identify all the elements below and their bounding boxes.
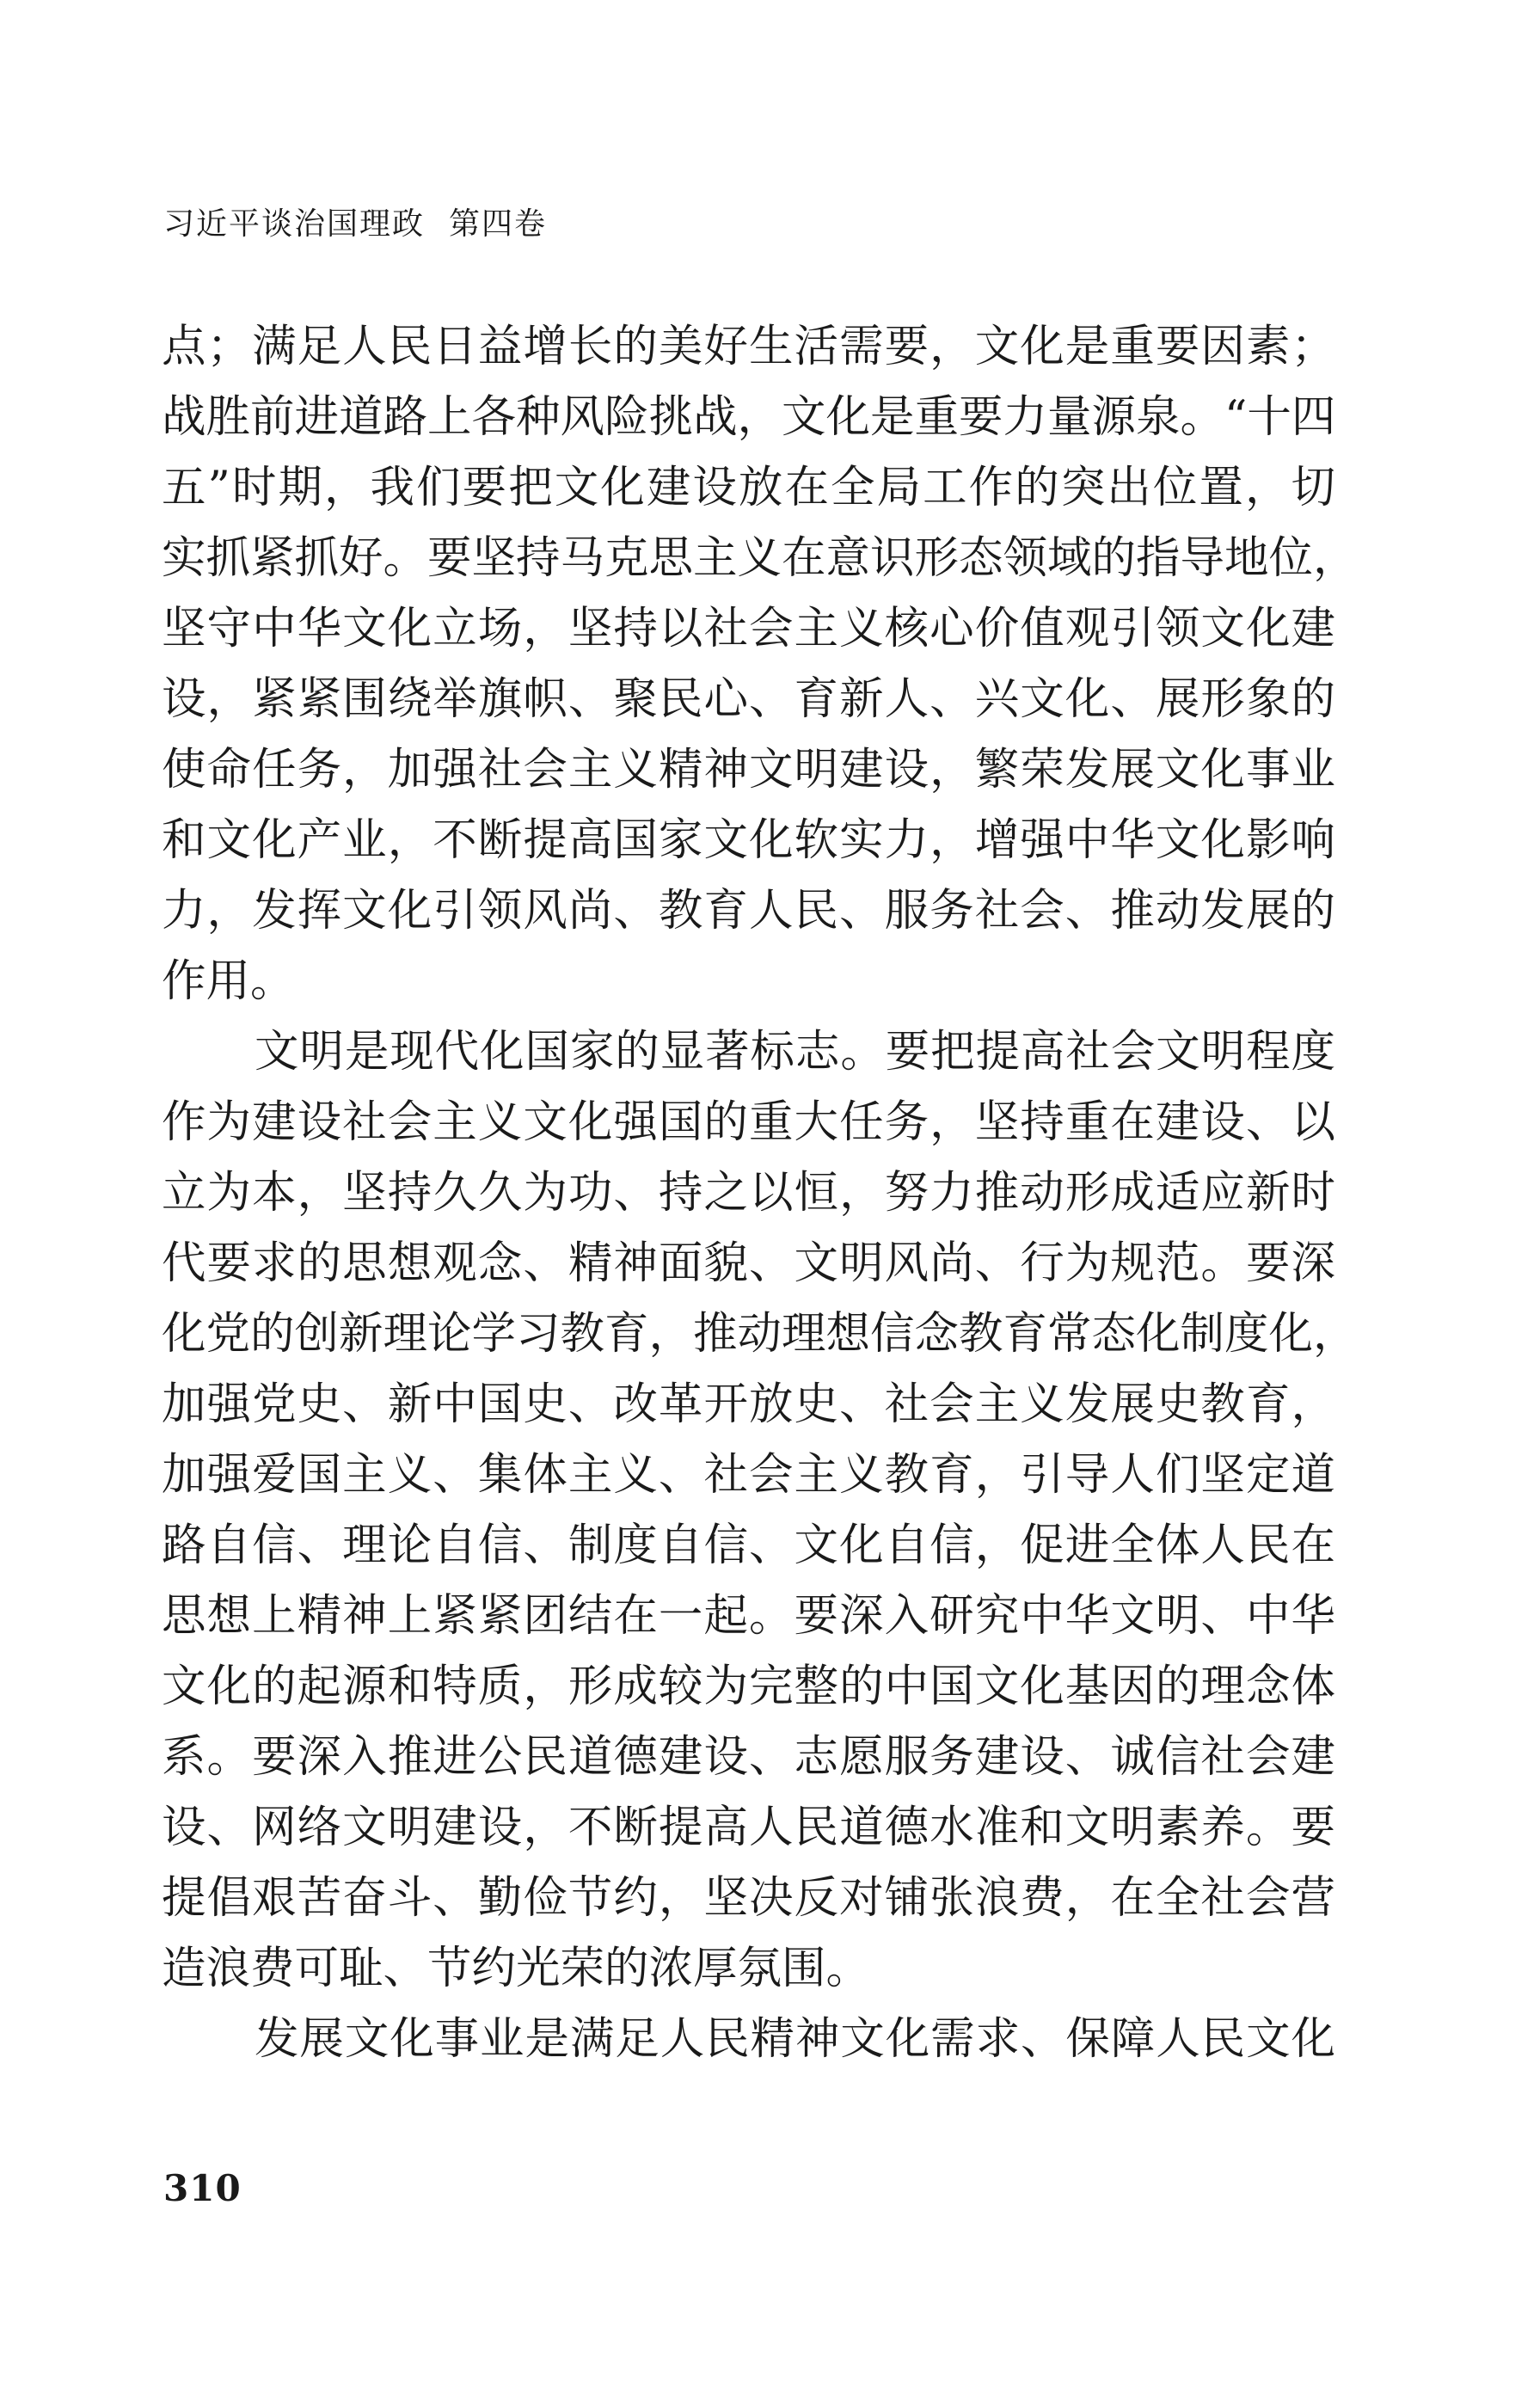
- paragraph-1-line: 作用。: [162, 955, 295, 1007]
- paragraph-2-line: 造浪费可耻、节约光荣的浓厚氛围。: [162, 1943, 871, 1994]
- paragraph-2-line: 代要求的思想观念、精神面貌、文明风尚、行为规范。要深: [162, 1238, 1335, 1289]
- page-number: 310: [163, 2167, 242, 2209]
- paragraph-2-line: 路自信、理论自信、制度自信、文化自信，促进全体人民在: [162, 1520, 1335, 1571]
- paragraph-2-line: 思想上精神上紧紧团结在一起。要深入研究中华文明、中华: [162, 1590, 1335, 1642]
- volume-label: 第四卷: [449, 206, 548, 242]
- body-text: [162, 311, 1358, 2074]
- paragraph-2-line: 文化的起源和特质，形成较为完整的中国文化基因的理念体: [162, 1661, 1335, 1712]
- paragraph-2-line: 加强党史、新中国史、改革开放史、社会主义发展史教育，: [162, 1379, 1335, 1430]
- paragraph-2-line: 加强爱国主义、集体主义、社会主义教育，引导人们坚定道: [162, 1449, 1335, 1501]
- paragraph-2-line: 化党的创新理论学习教育，推动理想信念教育常态化制度化，: [162, 1308, 1358, 1360]
- paragraph-2-line: 立为本，坚持久久为功、持之以恒，努力推动形成适应新时: [162, 1167, 1335, 1219]
- running-head: [163, 200, 547, 243]
- paragraph-1-line: 力，发挥文化引领风尚、教育人民、服务社会、推动发展的: [162, 885, 1335, 937]
- paragraph-3-line: 发展文化事业是满足人民精神文化需求、保障人民文化: [255, 2013, 1335, 2065]
- book-title: 习近平谈治国理政: [163, 206, 426, 242]
- paragraph-1-line: 五”时期，我们要把文化建设放在全局工作的突出位置，切: [162, 462, 1335, 513]
- paragraph-1-line: 战胜前进道路上各种风险挑战，文化是重要力量源泉。“十四: [162, 391, 1336, 443]
- paragraph-2-line: 文明是现代化国家的显著标志。要把提高社会文明程度: [255, 1026, 1335, 1078]
- paragraph-1-line: 和文化产业，不断提高国家文化软实力，增强中华文化影响: [162, 814, 1335, 866]
- paragraph-1-line: 设，紧紧围绕举旗帜、聚民心、育新人、兴文化、展形象的: [162, 673, 1335, 725]
- paragraph-2-line: 系。要深入推进公民道德建设、志愿服务建设、诚信社会建: [162, 1731, 1335, 1783]
- paragraph-1-line: 坚守中华文化立场，坚持以社会主义核心价值观引领文化建: [162, 603, 1335, 654]
- paragraph-1-line: 实抓紧抓好。要坚持马克思主义在意识形态领域的指导地位，: [162, 532, 1358, 584]
- paragraph-1-line: 点；满足人民日益增长的美好生活需要，文化是重要因素；: [162, 321, 1335, 372]
- paragraph-2-line: 作为建设社会主义文化强国的重大任务，坚持重在建设、以: [162, 1096, 1335, 1148]
- paragraph-1-line: 使命任务，加强社会主义精神文明建设，繁荣发展文化事业: [162, 744, 1335, 795]
- paragraph-2-line: 设、网络文明建设，不断提高人民道德水准和文明素养。要: [162, 1802, 1335, 1853]
- paragraph-2-line: 提倡艰苦奋斗、勤俭节约，坚决反对铺张浪费，在全社会营: [162, 1872, 1335, 1924]
